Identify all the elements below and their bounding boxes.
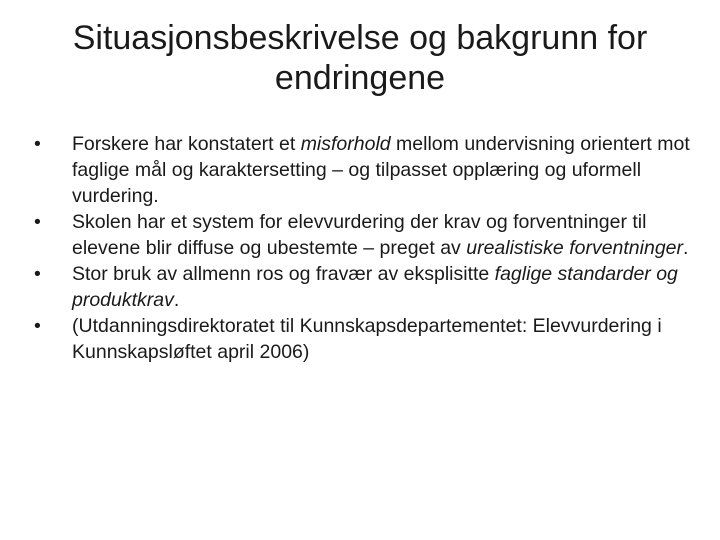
bullet-item	[34, 313, 694, 365]
bullet-text: Forskere har konstatert et	[72, 133, 301, 155]
bullet-list	[34, 131, 694, 365]
title-line-1: Situasjonsbeskrivelse og bakgrunn for	[72, 19, 648, 57]
bullet-text-emphasis: urealistiske forventninger	[466, 237, 684, 259]
bullet-text: (Utdanningsdirektoratet til Kunnskapsdepartementet: Elevvurdering i Kunnskapsløftet april 2006)	[72, 315, 662, 363]
bullet-glyph: •	[34, 133, 41, 155]
bullet-text-emphasis: faglige standarder og produktkrav	[72, 263, 678, 311]
slide-title	[36, 18, 684, 98]
bullet-text: .	[683, 237, 689, 259]
bullet-text-emphasis: misforhold	[300, 133, 391, 155]
bullet-glyph: •	[34, 315, 41, 337]
bullet-glyph: •	[34, 211, 41, 233]
bullet-text: .	[173, 289, 180, 311]
bullet-item	[34, 131, 694, 209]
bullet-item	[34, 261, 694, 313]
title-line-2: endringene	[274, 59, 446, 97]
bullet-text: Skolen har et system for elevvurdering der krav og forventninger til elevene blir diffuse og ubestemte – preget av	[72, 211, 647, 259]
bullet-text: Stor bruk av allmenn ros og fravær av eksplisitte	[72, 263, 495, 285]
bullet-glyph: •	[34, 263, 41, 285]
bullet-item	[34, 209, 694, 261]
bullet-text: mellom undervisning orientert mot faglige mål og karaktersetting – og tilpasset opplæring og uformell vurdering.	[72, 133, 690, 207]
